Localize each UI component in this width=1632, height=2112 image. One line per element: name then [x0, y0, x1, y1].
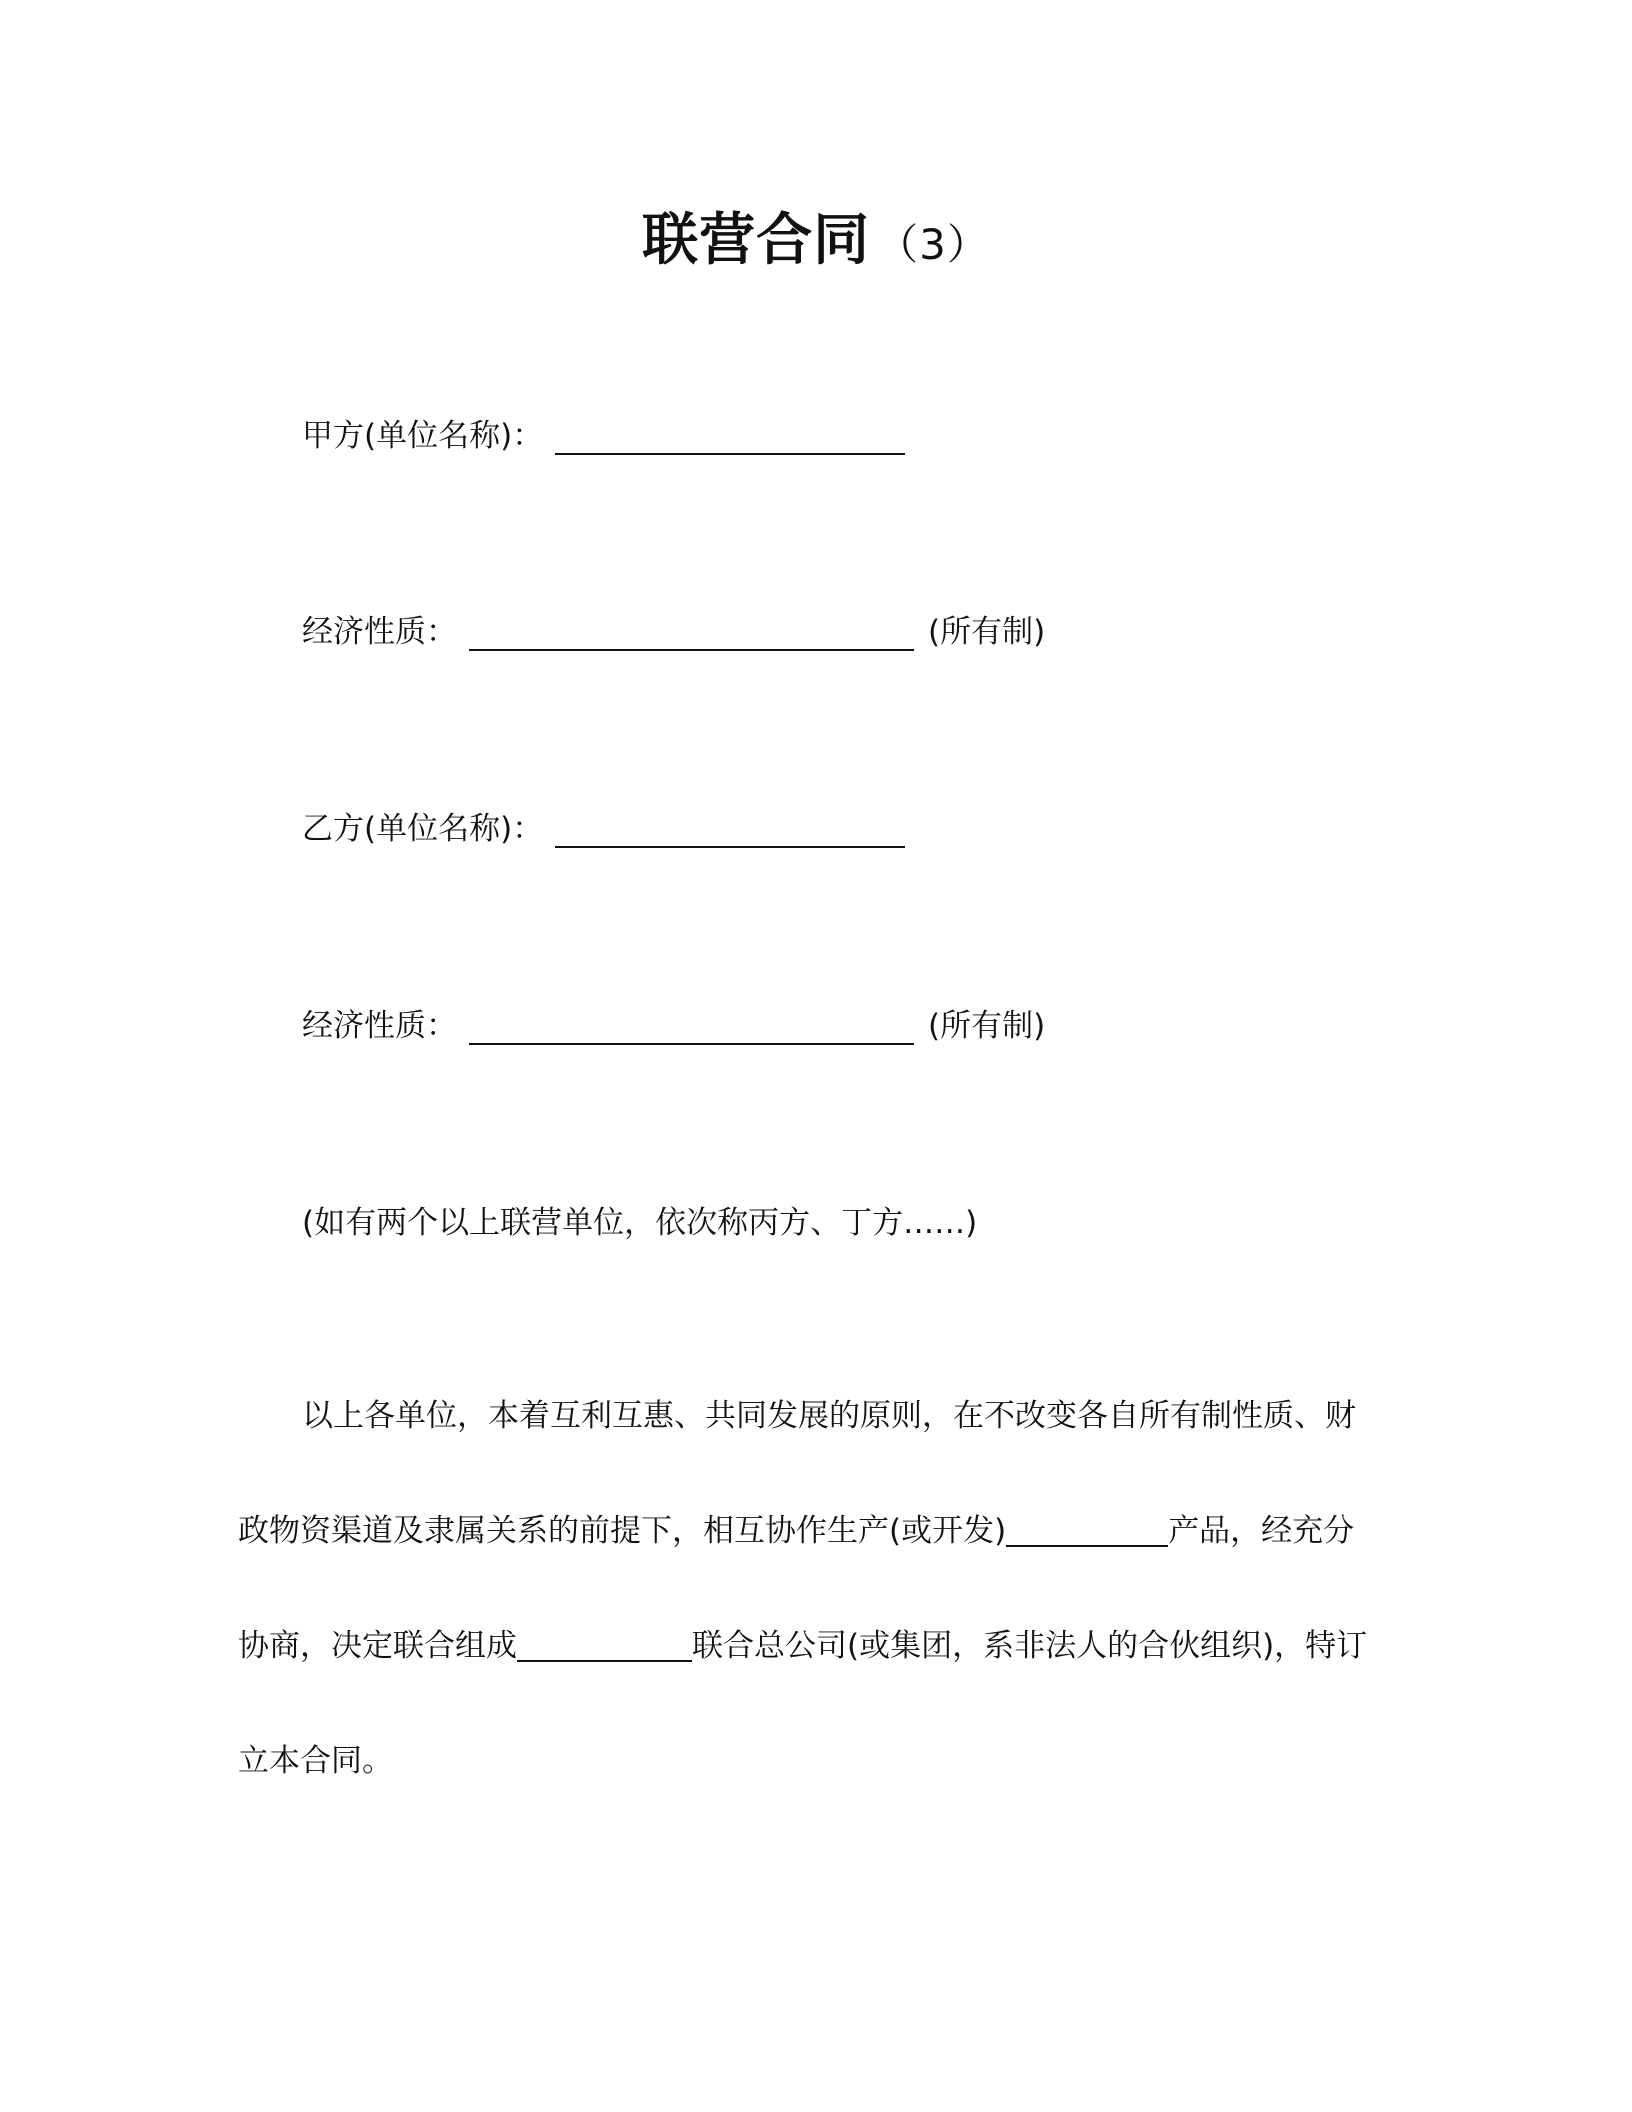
party-a-field — [302, 410, 905, 455]
nature-a-label: 经济性质： — [302, 614, 457, 650]
preamble-line-3-before: 协商，决定联合组成 — [238, 1628, 517, 1664]
company-name-blank[interactable] — [517, 1628, 692, 1662]
preamble-line-2-after: 产品，经充分 — [1168, 1513, 1355, 1549]
nature-b-field — [302, 1000, 1045, 1045]
nature-b-suffix: (所有制) — [928, 1008, 1046, 1044]
party-b-label: 乙方(单位名称)： — [302, 811, 544, 847]
preamble-line-4-text: 立本合同。 — [238, 1743, 393, 1779]
preamble-line-1 — [302, 1390, 1462, 1435]
nature-b-blank[interactable] — [469, 1009, 914, 1045]
nature-b-label: 经济性质： — [302, 1008, 457, 1044]
preamble-line-1-text: 以上各单位，本着互利互惠、共同发展的原则，在不改变各自所有制性质、财 — [302, 1398, 1356, 1434]
nature-a-blank[interactable] — [469, 615, 914, 651]
preamble-line-2-before: 政物资渠道及隶属关系的前提下，相互协作生产(或开发) — [238, 1513, 1007, 1549]
preamble-line-2 — [238, 1505, 1398, 1550]
party-a-blank[interactable] — [555, 419, 905, 455]
title-text: 联营合同 — [642, 208, 871, 273]
preamble-line-3 — [238, 1620, 1398, 1665]
nature-a-field — [302, 606, 1045, 651]
document-title — [0, 196, 1632, 276]
party-a-label: 甲方(单位名称)： — [302, 418, 544, 454]
nature-a-suffix: (所有制) — [928, 614, 1046, 650]
preamble-line-3-after: 联合总公司(或集团，系非法人的合伙组织)，特订 — [692, 1628, 1368, 1664]
party-b-field — [302, 803, 905, 848]
title-suffix: （3） — [876, 220, 990, 269]
multi-party-note: (如有两个以上联营单位，依次称丙方、丁方……) — [302, 1205, 978, 1241]
product-blank[interactable] — [1006, 1513, 1168, 1547]
preamble-line-4 — [238, 1735, 1398, 1780]
party-b-blank[interactable] — [555, 812, 905, 848]
